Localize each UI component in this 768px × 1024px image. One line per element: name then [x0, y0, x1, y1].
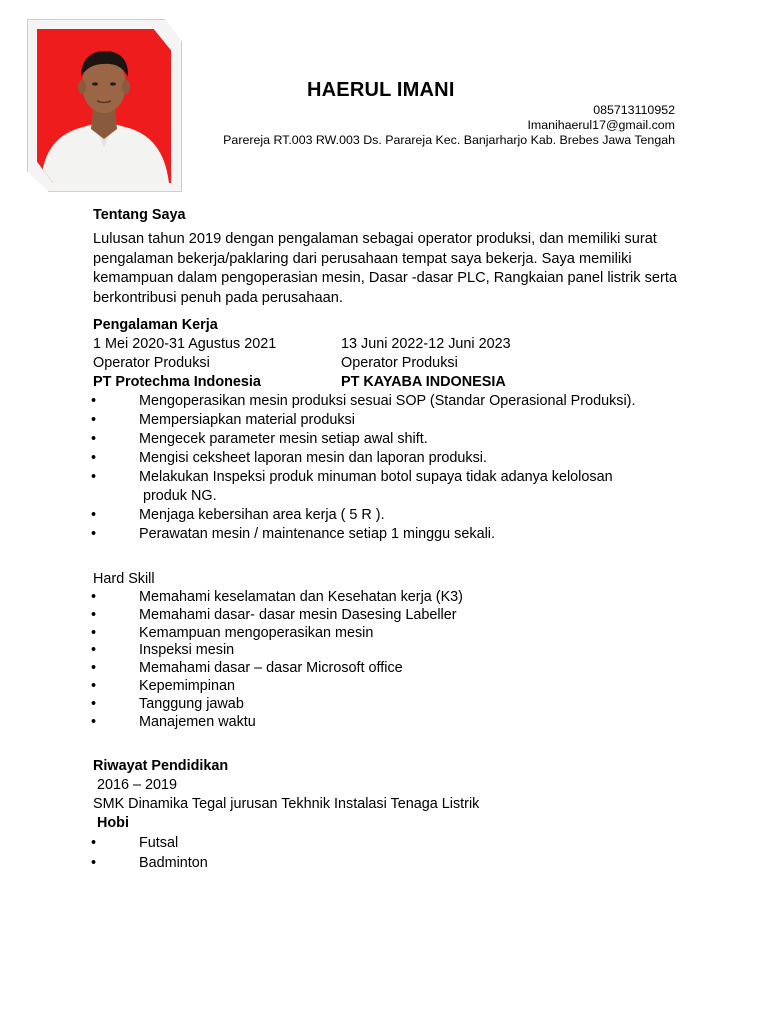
skills-section — [93, 570, 683, 731]
list-item: • Mengecek parameter mesin setiap awal shift. — [93, 430, 683, 449]
list-item: • Memahami dasar – dasar Microsoft office — [93, 660, 683, 678]
list-item: • Mengoperasikan mesin produksi sesuai SOP (Standar Operasional Produksi). — [93, 392, 683, 411]
candidate-name: HAERUL IMANI — [307, 79, 455, 101]
list-item: • Mempersiapkan material produksi — [93, 411, 683, 430]
profile-photo — [37, 29, 171, 183]
list-item: • Mengisi ceksheet laporan mesin dan laporan produksi. — [93, 449, 683, 468]
list-item: • Futsal — [93, 833, 683, 853]
education-title: Riwayat Pendidikan — [93, 758, 229, 775]
education-years: 2016 – 2019 — [97, 777, 178, 794]
list-item: • Tanggung jawab — [93, 696, 683, 714]
home-address: Parereja RT.003 RW.003 Ds. Parareja Kec. Banjarharjo Kab. Brebes Jawa Tengah — [223, 133, 675, 147]
about-title: Tentang Saya — [93, 207, 186, 223]
cv-content — [93, 206, 683, 873]
hobby-title: Hobi — [97, 815, 129, 832]
list-item: • Manajemen waktu — [93, 714, 683, 732]
about-text: Lulusan tahun 2019 dengan pengalaman sebagai operator produksi, dan memiliki surat pengalaman bekerja/paklaring dari perusahaan tempat saya bekerja. Saya memiliki kemampuan dalam pengoperasian mesin, Dasar -dasar PLC, Rangkaian panel listrik serta berkontribusi penuh pada perusahaan. — [93, 231, 678, 306]
job-entry — [341, 335, 589, 392]
list-item: • Menjaga kebersihan area kerja ( 5 R ). — [93, 506, 683, 525]
job-company: PT KAYABA INDONESIA — [341, 374, 506, 390]
list-item: • Badminton — [93, 853, 683, 873]
job-company: PT Protechma Indonesia — [93, 374, 261, 390]
experience-jobs — [93, 335, 683, 392]
hobby-section — [93, 814, 683, 873]
experience-section — [93, 316, 683, 544]
job-entry — [93, 335, 341, 392]
job-role: Operator Produksi — [341, 355, 458, 371]
job-task-list — [93, 392, 683, 544]
experience-title: Pengalaman Kerja — [93, 317, 218, 333]
hobby-list — [93, 833, 683, 873]
list-item: • Perawatan mesin / maintenance setiap 1 minggu sekali. — [93, 525, 683, 544]
list-item: • Memahami keselamatan dan Kesehatan kerja (K3) — [93, 589, 683, 607]
contact-block — [223, 103, 675, 148]
list-item: • Memahami dasar- dasar mesin Dasesing Labeller — [93, 607, 683, 625]
job-period: 13 Juni 2022-12 Juni 2023 — [341, 336, 511, 352]
list-item: • Kemampuan mengoperasikan mesin — [93, 625, 683, 643]
email-address: Imanihaerul17@gmail.com — [527, 118, 675, 132]
skills-title: Hard Skill — [93, 571, 155, 587]
profile-photo-frame — [27, 19, 182, 192]
list-item: • Inspeksi mesin — [93, 642, 683, 660]
education-section — [93, 757, 683, 814]
list-item: • Melakukan Inspeksi produk minuman botol supaya tidak adanya kelolosan produk NG. — [93, 468, 683, 506]
list-item-continuation: produk NG. — [143, 488, 217, 504]
skills-list — [93, 589, 683, 731]
about-section — [93, 206, 683, 308]
person-photo-icon — [37, 29, 171, 183]
job-role: Operator Produksi — [93, 355, 210, 371]
education-school: SMK Dinamika Tegal jurusan Tekhnik Instalasi Tenaga Listrik — [93, 796, 480, 813]
list-item: • Kepemimpinan — [93, 678, 683, 696]
phone-number: 085713110952 — [593, 103, 675, 117]
job-period: 1 Mei 2020-31 Agustus 2021 — [93, 336, 277, 352]
